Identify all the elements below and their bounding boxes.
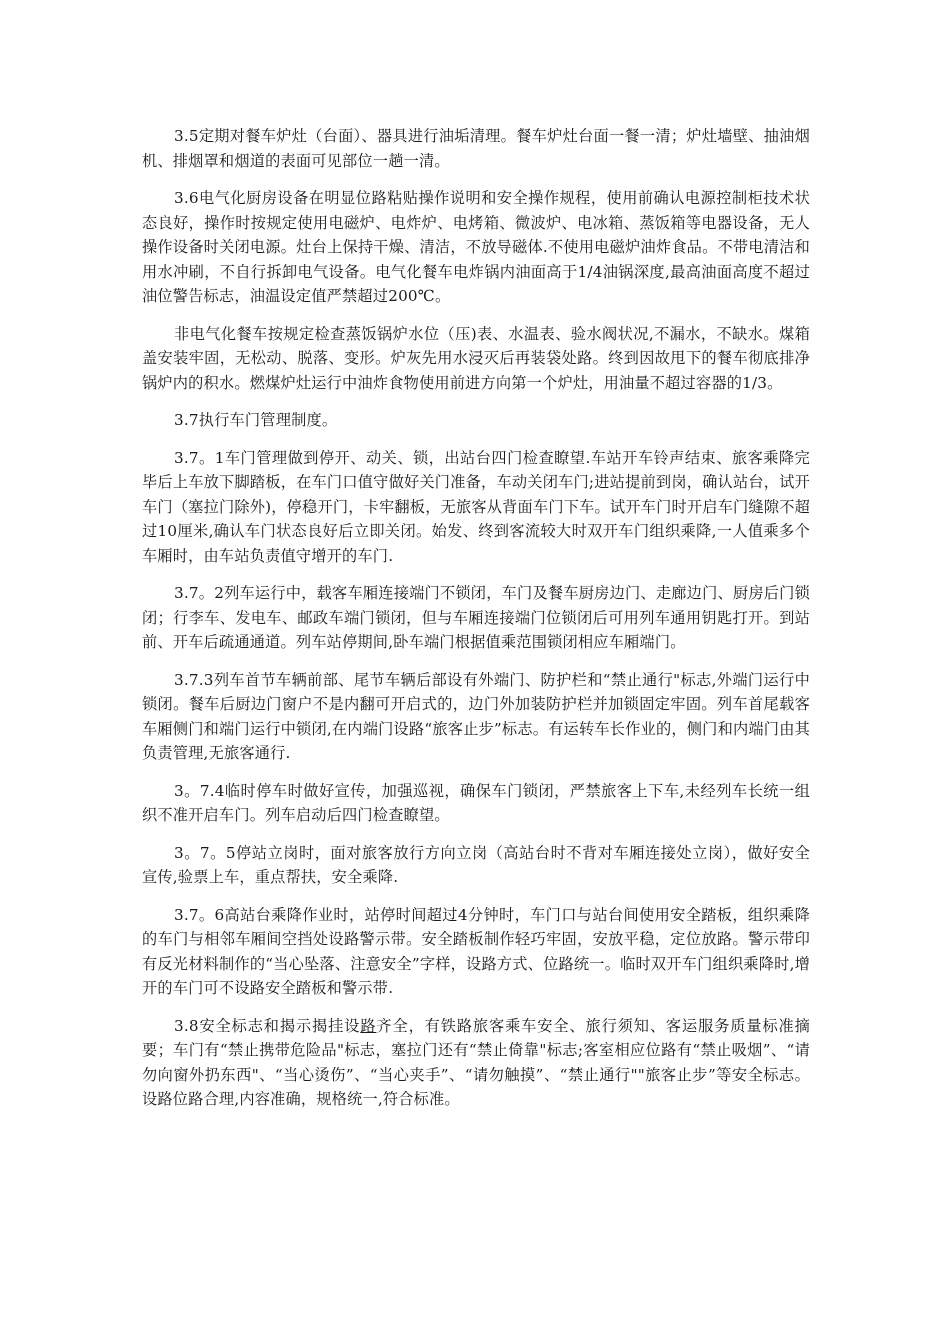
paragraph-3-8 [142,1014,810,1112]
document-page [142,124,810,1125]
paragraph-3-8-start: 3.8安全标志和揭示揭挂设 [174,1016,361,1035]
paragraph-3-7-4: 3。7.4临时停车时做好宣传，加强巡视，确保车门锁闭，严禁旅客上下车,未经列车长统一组织不准开启车门。列车启动后四门检查瞭望。 [142,781,810,824]
paragraph-3-7: 3.7执行车门管理制度。 [174,411,338,429]
paragraph-3-6: 3.6电气化厨房设备在明显位路粘贴操作说明和安全操作规程，使用前确认电源控制柜技术状态良好，操作时按规定使用电磁炉、电炸炉、电烤箱、微波炉、电冰箱、蒸饭箱等电器设备，无人操作设备时关闭电源。灶台上保持干燥、清洁，不放导磁体.不使用电磁炉油炸食品。不带电清洁和用水冲刷，不自行拆卸电气设备。电气化餐车电炸锅内油面高于1/4油锅深度,最高油面高度不超过油位警告标志，油温设定值严禁超过200℃。 [142,189,810,305]
paragraph-non-electric-dining-car: 非电气化餐车按规定检查蒸饭锅炉水位（压)表、水温表、验水阀状况,不漏水，不缺水。煤箱盖安装牢固，无松动、脱落、变形。炉灰先用水浸灭后再装袋处路。终到因故甩下的餐车彻底排净锅炉内的积水。燃煤炉灶运行中油炸食物使用前进方向第一个炉灶，用油量不超过容器的1/3。 [142,324,810,392]
paragraph-3-7-6: 3.7。6高站台乘降作业时，站停时间超过4分钟时，车门口与站台间使用安全踏板，组织乘降的车门与相邻车厢间空挡处设路警示带。安全踏板制作轻巧牢固，安放平稳，定位放路。警示带印有反光材料制作的“当心坠落、注意安全”字样，设路方式、位路统一。临时双开车门组织乘降时,增开的车门可不设路安全踏板和警示带. [142,905,810,997]
paragraph-3-7-1: 3.7。1车门管理做到停开、动关、锁，出站台四门检查瞭望.车站开车铃声结束、旅客乘降完毕后上车放下脚踏板，在车门口值守做好关门准备，车动关闭车门;进站提前到岗，确认站台，试开车门（塞拉门除外)，停稳开门，卡牢翻板，无旅客从背面车门下车。试开车门时开启车门缝隙不超过10厘米,确认车门状态良好后立即关闭。始发、终到客流较大时双开车门组织乘降,一人值乘多个车厢时，由车站负责值守增开的车门. [142,448,810,565]
paragraph-3-5: 3.5定期对餐车炉灶（台面）、器具进行油垢清理。餐车炉灶台面一餐一清；炉灶墙壁、抽油烟机、排烟罩和烟道的表面可见部位一趟一清。 [142,127,810,170]
paragraph-3-8-rest: 齐全，有铁路旅客乘车安全、旅行须知、客运服务质量标准摘要；车门有“禁止携带危险品"标志，塞拉门还有“禁止倚靠"标志;客室相应位路有“禁止吸烟”、“请勿向窗外扔东西"、“当心烫伤”、“当心夹手”、“请勿触摸”、“禁止通行""旅客止步”等安全标志。设路位路合理,内容准确，规格统一,符合标准。 [142,1016,811,1108]
paragraph-3-7-5: 3。7。5停站立岗时，面对旅客放行方向立岗（高站台时不背对车厢连接处立岗），做好安全宣传,验票上车，重点帮扶，安全乘降. [142,843,810,886]
paragraph-3-7-2: 3.7。2列车运行中，载客车厢连接端门不锁闭，车门及餐车厨房边门、走廊边门、厨房后门锁闭；行李车、发电车、邮政车端门锁闭，但与车厢连接端门位锁闭后可用列车通用钥匙打开。到站前、开车后疏通通道。列车站停期间,卧车端门根据值乘范围锁闭相应车厢端门。 [142,584,810,651]
paragraph-3-7-3: 3.7.3列车首节车辆前部、尾节车辆后部设有外端门、防护栏和“禁止通行"标志,外端门运行中锁闭。餐车后厨边门窗户不是内翻可开启式的，边门外加装防护栏并加锁固定牢固。列车首尾载客车厢侧门和端门运行中锁闭,在内端门设路“旅客止步”标志。有运转车长作业的，侧门和内端门由其负责管理,无旅客通行. [142,670,810,762]
paragraph-3-8-underlined-char: 路 [360,1016,377,1035]
